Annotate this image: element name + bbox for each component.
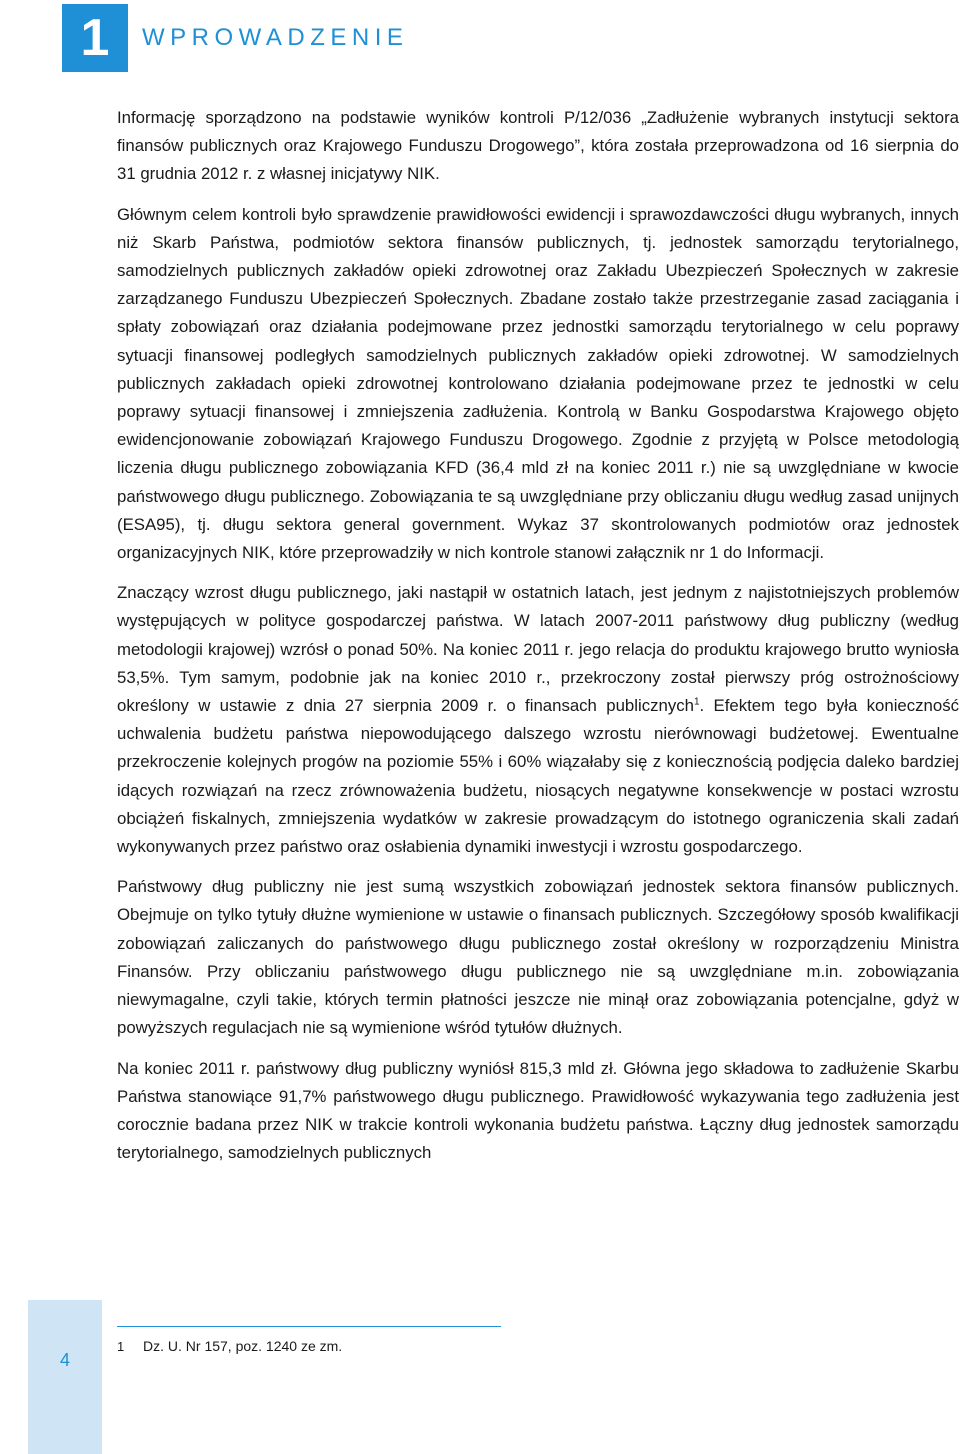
footnote	[117, 1337, 342, 1356]
footnote-text: Dz. U. Nr 157, poz. 1240 ze zm.	[143, 1338, 343, 1354]
paragraph-debt-growth-text: Znaczący wzrost długu publicznego, jaki nastąpił w ostatnich latach, jest jednym z najistotniejszych problemów występujących w polityce gospodarczej państwa. W latach 2007-2011 państwowy dług publiczny (według metodologii krajowej) wzrósł o ponad 50%. Na koniec 2011 r. jego relacja do produktu krajowego brutto wyniosła 53,5%. Tym samym, podobnie jak na koniec 2010 r., przekroczony został pierwszy próg ostrożnościowy określony w ustawie z dnia 27 sierpnia 2009 r. o finansach publicznych	[117, 583, 959, 716]
chapter-number: 1	[80, 9, 110, 67]
footnote-mark: 1	[117, 1339, 125, 1354]
footnote-reference[interactable]: 1	[693, 696, 700, 708]
chapter-title: WPROWADZENIE	[142, 24, 409, 51]
paragraph-intro: Informację sporządzono na podstawie wyników kontroli P/12/036 „Zadłużenie wybranych instytucji sektora finansów publicznych oraz Krajowego Funduszu Drogowego”, która została przeprowadzona od 16 sierpnia do 31 grudnia 2012 r. z własnej inicjatywy NIK.	[117, 108, 959, 184]
footnote-divider	[117, 1326, 501, 1327]
paragraph-end-2011: Na koniec 2011 r. państwowy dług publiczny wyniósł 815,3 mld zł. Główna jego składowa to zadłużenie Skarbu Państwa stanowiące 91,7% państwowego długu publicznego. Prawidłowość wykazywania tego zadłużenia jest corocznie badana przez NIK w trakcie kontroli wykonania budżetu państwa. Łączny dług jednostek samorządu terytorialnego, samodzielnych publicznych	[117, 1058, 959, 1163]
paragraph-debt-growth	[117, 579, 959, 861]
paragraph-goal: Głównym celem kontroli było sprawdzenie prawidłowości ewidencji i sprawozdawczości długu wybranych, innych niż Skarb Państwa, podmiotów sektora finansów publicznych, tj. jednostek samorządu terytorialnego, samodzielnych publicznych zakładów opieki zdrowotnej oraz Zakładu Ubezpieczeń Społecznych w zakresie zarządzanego Funduszu Ubezpieczeń Społecznych. Zbadane zostało także przestrzeganie zasad zaciągania i spłaty zobowiązań oraz działania podejmowane przez jednostki samorządu terytorialnego w celu poprawy sytuacji finansowej podległych samodzielnych publicznych zakładów opieki zdrowotnej. W samodzielnych publicznych zakładach opieki zdrowotnej kontrolowano działania podejmowane przez te jednostki w celu poprawy sytuacji finansowej i zmniejszenia zadłużenia. Kontrolą w Banku Gospodarstwa Krajowego objęto ewidencjonowanie zobowiązań Krajowego Funduszu Drogowego. Zgodnie z przyjętą w Polsce metodologią liczenia długu publicznego zobowiązania KFD (36,4 mld zł na koniec 2011 r.) nie są uwzględniane w kwocie państwowego długu publicznego. Zobowiązania te są uwzględniane przy obliczaniu długu według zasad unijnych (ESA95), tj. długu sektora general government. Wykaz 37 skontrolowanych podmiotów oraz jednostek organizacyjnych NIK, które przeprowadziły w nich kontrole stanowi załącznik nr 1 do Informacji.	[117, 204, 959, 563]
page-number-box	[28, 1300, 102, 1454]
paragraph-state-debt: Państwowy dług publiczny nie jest sumą wszystkich zobowiązań jednostek sektora finansów publicznych. Obejmuje on tylko tytuły dłużne wymienione w ustawie o finansach publicznych. Szczegółowy sposób kwalifikacji zobowiązań zaliczanych do państwowego długu publicznego został określony w rozporządzeniu Ministra Finansów. Przy obliczaniu państwowego długu publicznego nie są uwzględniane m.in. zobowiązania niewymagalne, czyli takie, których termin płatności jeszcze nie minął oraz zobowiązania potencjalne, gdyż w powyższych regulacjach nie są wymienione wśród tytułów dłużnych.	[117, 877, 959, 1038]
chapter-number-box	[62, 4, 128, 72]
page-number: 4	[59, 1350, 70, 1370]
paragraph-debt-growth-text-cont: . Efektem tego była konieczność uchwalenia budżetu państwa niepowodującego dalszego wzrostu nierównowagi budżetowej. Ewentualne przekroczenie kolejnych progów na poziomie 55% i 60% wiązałaby się z koniecznością podjęcia daleko bardziej idących rozwiązań na rzecz zrównoważenia budżetu, niosących negatywne konsekwencje w postaci wzrostu obciążeń fiskalnych, zmniejszenia wydatków w zakresie prowadzącym do istotnego ograniczenia skali zadań wykonywanych przez państwo oraz osłabienia dynamiki inwestycji i wzrostu gospodarczego.	[117, 696, 959, 857]
main-content	[117, 104, 959, 1179]
